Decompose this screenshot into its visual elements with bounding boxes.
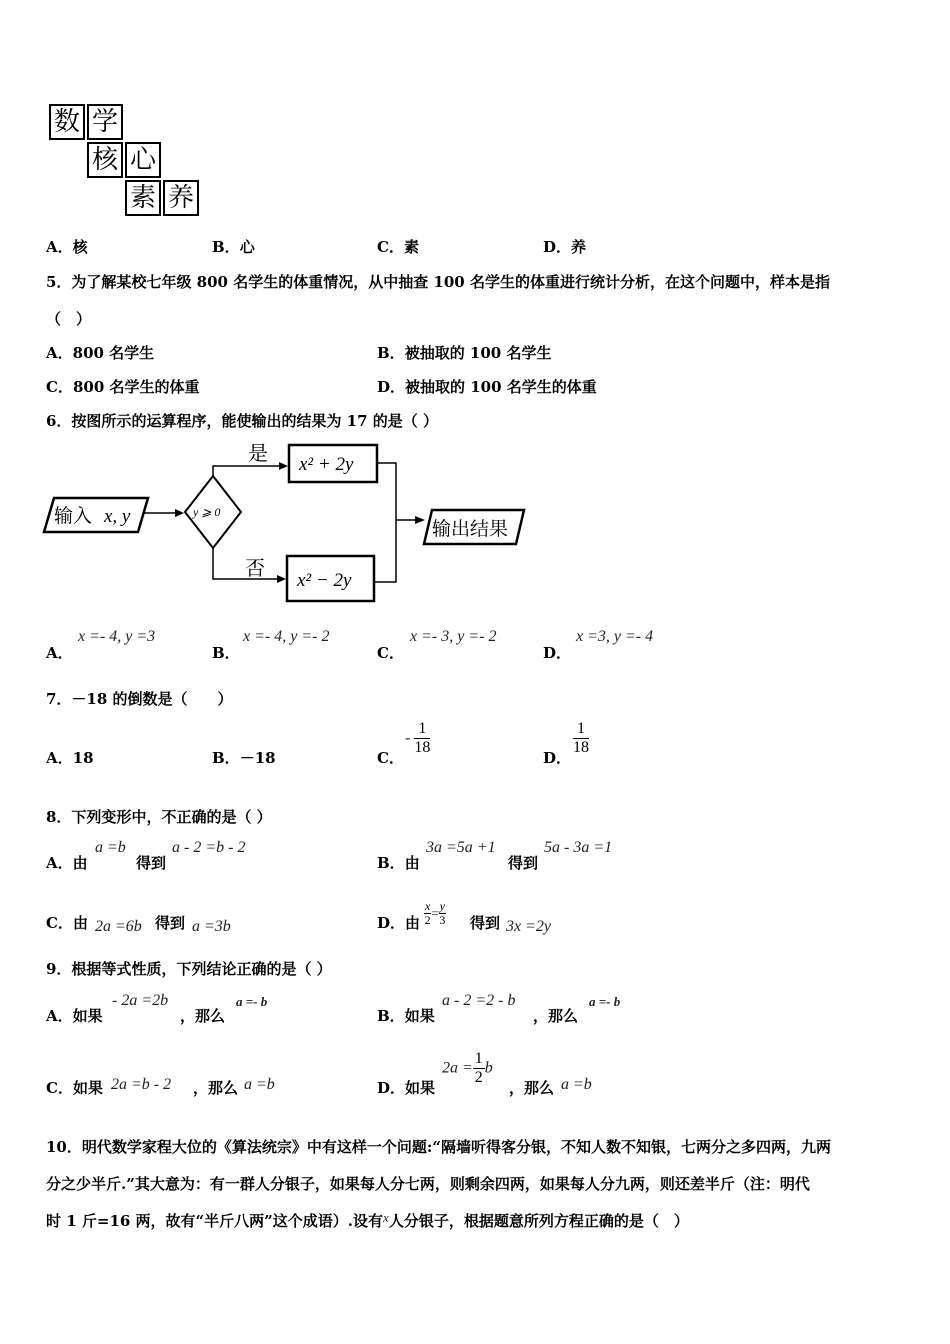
- q9-a-expr1: - 2a =2b: [112, 992, 169, 1009]
- cube-cell: 核: [87, 142, 123, 178]
- q8-a-dedao: 得到: [136, 854, 167, 872]
- q7-option-c-value: [405, 720, 430, 757]
- numerator: 1: [414, 720, 430, 739]
- q9-a-expr2: a =- b: [236, 994, 268, 1009]
- q8-c-expr2: a =3b: [192, 918, 231, 935]
- q8-a-expr1: a =b: [95, 839, 126, 856]
- text-part: 人分银子，根据题意所列方程正确的是（ ）: [388, 1212, 689, 1230]
- q8-option-c-label: [46, 912, 88, 933]
- denominator: 2: [474, 1069, 483, 1086]
- q5-option-b: [377, 342, 551, 363]
- q5-option-d: [377, 376, 597, 397]
- q9-b-expr2: a =- b: [589, 994, 621, 1009]
- option-label: B．: [377, 344, 405, 362]
- fraction: [414, 720, 430, 757]
- option-text: 养: [571, 238, 587, 256]
- option-text: 心: [239, 238, 255, 256]
- option-label: C．: [46, 914, 73, 932]
- flow-input-vars: x, y: [104, 506, 131, 527]
- fraction: [473, 1050, 485, 1087]
- option-label: C．: [377, 238, 404, 256]
- q7-option-d-value: [573, 720, 589, 757]
- numerator: x: [425, 899, 431, 913]
- q7-option-a: [46, 747, 94, 768]
- q9-d-expr2: a =b: [561, 1076, 592, 1093]
- q6-option-c-label: C．: [377, 644, 404, 662]
- q9-d-name: ，那么: [509, 1079, 555, 1097]
- denominator: 3: [439, 913, 446, 927]
- q9-option-d-label: [377, 1077, 435, 1098]
- q5-stem: 5．为了解某校七年级 800 名学生的体重情况，从中抽查 100 名学生的体重进行统计分析，在这个问题中，样本是指: [46, 273, 830, 291]
- q9-b-expr1: a - 2 =2 - b: [442, 992, 516, 1009]
- q8-option-b-label: [377, 852, 420, 873]
- flow-input-label: 输入: [54, 506, 93, 527]
- denominator: 2: [424, 913, 431, 927]
- cube-cell: 心: [125, 142, 161, 178]
- q5-option-a: [46, 342, 154, 363]
- option-label: C．: [46, 1079, 73, 1097]
- q9-option-a-label: [46, 1005, 103, 1026]
- q9-c-expr2: a =b: [244, 1076, 275, 1093]
- word-you: 由: [405, 914, 421, 932]
- flow-arrowhead: [175, 509, 184, 517]
- option-label: D．: [377, 1079, 406, 1097]
- flow-expr-no: x² − 2y: [297, 570, 352, 591]
- flow-yes-label: 是: [248, 443, 268, 465]
- cube-cell: 养: [163, 180, 199, 216]
- q5-stem-paren: （ ）: [46, 310, 92, 328]
- option-text: 素: [403, 238, 419, 256]
- flow-output-label: 输出结果: [432, 519, 509, 540]
- option-text: 被抽取的 100 名学生: [404, 344, 552, 362]
- option-text: 800 名学生的体重: [72, 378, 200, 396]
- option-label: B．: [212, 749, 240, 767]
- expr-part: 2a =: [442, 1059, 473, 1077]
- q8-c-expr1: 2a =6b: [95, 918, 142, 935]
- cube-cell: 学: [87, 104, 123, 140]
- option-label: B．: [377, 1007, 405, 1025]
- q8-d-expr1: [424, 900, 446, 927]
- q10-line-1: 10．明代数学家程大位的《算法统宗》中有这样一个问题:“隔墙听得客分银，不知人数不知银，七两分之多四两，九两: [46, 1138, 832, 1156]
- q7-option-c-label: C．: [377, 749, 404, 767]
- option-label: D．: [543, 238, 572, 256]
- q4-option-c: [377, 236, 419, 257]
- option-label: A．: [46, 238, 73, 256]
- q9-option-c-label: [46, 1077, 103, 1098]
- flow-arrowhead: [415, 516, 425, 524]
- q6-option-b-text: x =- 4, y =- 2: [243, 628, 330, 645]
- flow-yes-line: [213, 466, 286, 476]
- option-text: 800 名学生: [72, 344, 155, 362]
- q4-option-a: [46, 236, 88, 257]
- option-label: A．: [46, 749, 73, 767]
- q8-option-d-label: [377, 912, 420, 933]
- q7-option-b: [212, 747, 276, 768]
- expr-part: b: [484, 1059, 493, 1077]
- q10-line-3: [46, 1210, 689, 1231]
- option-label: B．: [212, 238, 240, 256]
- q5-option-c: [46, 376, 200, 397]
- flow-condition: y ⩾ 0: [193, 505, 221, 519]
- word-you: 由: [72, 854, 88, 872]
- option-label: A．: [46, 854, 73, 872]
- q9-stem: 9．根据等式性质，下列结论正确的是（ ）: [46, 960, 332, 978]
- q8-b-dedao: 得到: [508, 854, 539, 872]
- q8-c-dedao: 得到: [155, 914, 186, 932]
- fraction: [439, 900, 446, 927]
- option-label: B．: [377, 854, 405, 872]
- flow-no-label: 否: [245, 558, 265, 580]
- q8-d-dedao: 得到: [470, 914, 501, 932]
- q10-line-2: 分之少半斤.”其大意为：有一群人分银子，如果每人分七两，则剩余四两，如果每人分九两，则还差半斤（注：明代: [46, 1175, 810, 1193]
- cube-cell: 素: [125, 180, 161, 216]
- option-label: D．: [377, 914, 406, 932]
- q9-b-name: ，那么: [533, 1007, 579, 1025]
- option-text: 18: [72, 749, 94, 767]
- numerator: y: [439, 899, 445, 913]
- fraction: [573, 720, 589, 757]
- flow-arrowhead: [279, 462, 288, 470]
- q6-flowchart: [40, 436, 540, 611]
- q8-b-expr2: 5a - 3a =1: [544, 839, 613, 856]
- q6-option-d-text: x =3, y =- 4: [576, 628, 654, 645]
- option-label: C．: [46, 378, 73, 396]
- word-ruguo: 如果: [72, 1007, 103, 1025]
- variable: x: [383, 1210, 389, 1225]
- q7-option-d-label: D．: [543, 749, 572, 767]
- option-text: 被抽取的 100 名学生的体重: [405, 378, 597, 396]
- q9-c-name: ，那么: [193, 1079, 239, 1097]
- cube-cell: 数: [49, 104, 85, 140]
- q6-stem: 6．按图所示的运算程序，能使输出的结果为 17 的是（ ）: [46, 412, 438, 430]
- q6-option-a-label: A．: [46, 644, 73, 662]
- q6-option-c-text: x =- 3, y =- 2: [410, 628, 497, 645]
- word-ruguo: 如果: [404, 1007, 435, 1025]
- q6-option-a-text: x =- 4, y =3: [78, 628, 156, 645]
- denominator: 18: [573, 739, 589, 756]
- option-text: －18: [239, 749, 276, 767]
- denominator: 18: [414, 739, 431, 756]
- flow-expr-yes: x² + 2y: [299, 454, 354, 475]
- q7-stem: 7．－18 的倒数是（ ）: [46, 690, 233, 708]
- q4-option-d: [543, 236, 586, 257]
- option-label: D．: [377, 378, 406, 396]
- numerator: 1: [573, 720, 589, 739]
- q4-option-b: [212, 236, 255, 257]
- flow-arrowhead: [277, 575, 286, 583]
- equals-sign: =: [431, 905, 439, 921]
- q9-d-expr1: [442, 1050, 493, 1087]
- q6-option-b-label: B．: [212, 644, 240, 662]
- text-part: 时 1 斤=16 两，故有“半斤八两”这个成语）.设有: [46, 1212, 384, 1230]
- q9-a-name: ，那么: [180, 1007, 226, 1025]
- word-ruguo: 如果: [72, 1079, 103, 1097]
- option-label: A．: [46, 1007, 73, 1025]
- q8-stem: 8．下列变形中，不正确的是（ ）: [46, 808, 272, 826]
- minus-sign: -: [405, 729, 415, 747]
- q9-c-expr1: 2a =b - 2: [111, 1076, 172, 1093]
- q8-d-expr2: 3x =2y: [506, 918, 551, 935]
- q8-a-expr2: a - 2 =b - 2: [172, 839, 246, 856]
- word-ruguo: 如果: [405, 1079, 436, 1097]
- word-you: 由: [404, 854, 420, 872]
- q8-b-expr1: 3a =5a +1: [426, 839, 496, 856]
- option-label: A．: [46, 344, 73, 362]
- q9-option-b-label: [377, 1005, 435, 1026]
- word-you: 由: [72, 914, 88, 932]
- numerator: 1: [474, 1050, 483, 1067]
- option-text: 核: [72, 238, 88, 256]
- q8-option-a-label: [46, 852, 88, 873]
- q6-option-d-label: D．: [543, 644, 572, 662]
